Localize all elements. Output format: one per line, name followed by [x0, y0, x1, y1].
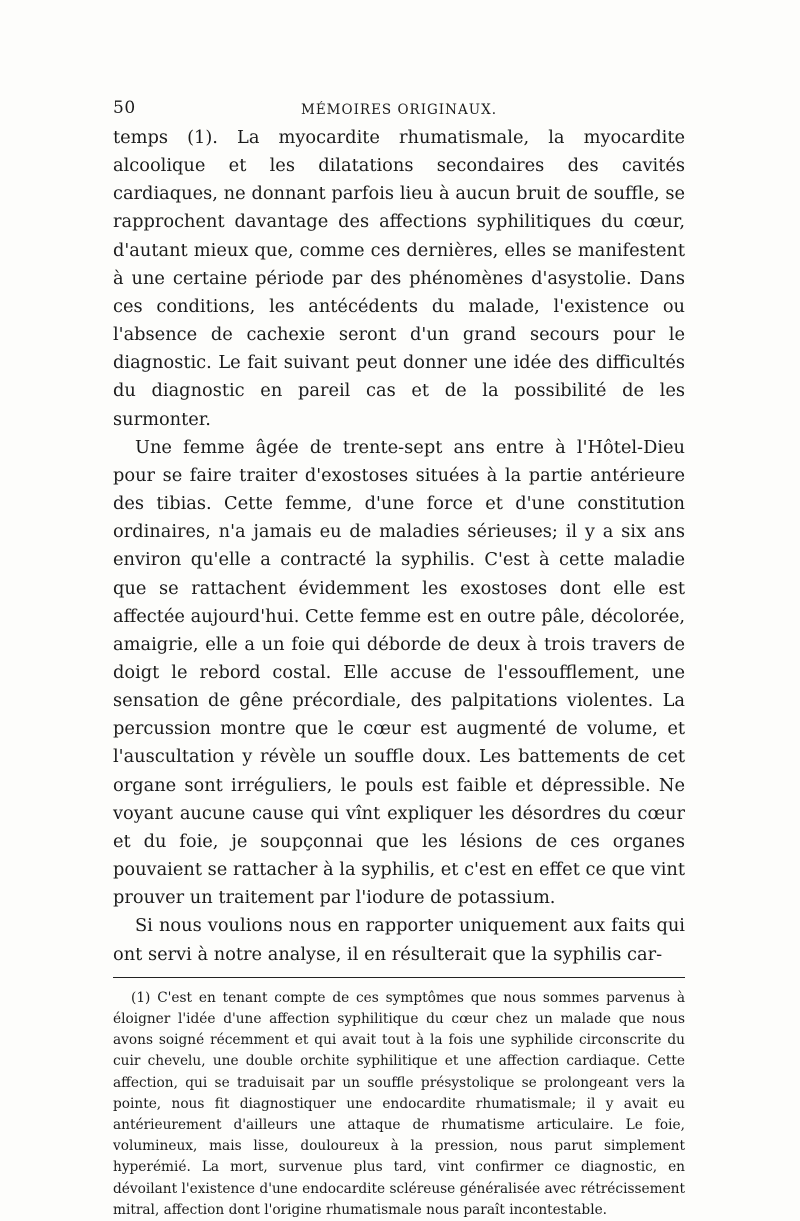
footnote-rule	[113, 977, 685, 978]
running-title: MÉMOIRES ORIGINAUX.	[301, 102, 497, 118]
body-text	[113, 124, 685, 969]
paragraph-3: Si nous voulions nous en rapporter uniquement aux faits qui ont servi à notre analyse, il en résulterait que la syphilis car-	[113, 915, 685, 965]
paragraph-2: Une femme âgée de trente-sept ans entre à l'Hôtel-Dieu pour se faire traiter d'exostoses situées à la partie antérieure des tibias. Cette femme, d'une force et d'une constitution ordinaires, n'a jamais eu de maladies sérieuses; il y a six ans environ qu'elle a contracté la syphilis. C'est à cette maladie que se rattachent évidemment les exostoses dont elle est affectée aujourd'hui. Cette femme est en outre pâle, décolorée, amaigrie, elle a un foie qui déborde de deux à trois travers de doigt le rebord costal. Elle accuse de l'essoufflement, une sensation de gêne précordiale, des palpitations violentes. La percussion montre que le cœur est augmenté de volume, et l'auscultation y révèle un souffle doux. Les battements de cet organe sont irréguliers, le pouls est faible et dépressible. Ne voyant aucune cause qui vînt expliquer les désordres du cœur et du foie, je soupçonnai que les lésions de ces organes pouvaient se rattacher à la syphilis, et c'est en effet ce que vint prouver un traitement par l'iodure de potassium.	[113, 436, 685, 909]
book-page	[113, 92, 685, 1221]
page-number: 50	[113, 98, 136, 118]
footnote: (1) C'est en tenant compte de ces symptômes que nous sommes parvenus à éloigner l'idée d'une affection syphilitique du cœur chez un malade que nous avons soigné récemment et qui avait tout à la fois une syphilide circonscrite du cuir chevelu, une double orchite syphilitique et une affection cardiaque. Cette affection, qui se traduisait par un souffle présystolique se prolongeant vers la pointe, nous fit diagnostiquer une endocardite rhumatismale; il y avait eu antérieurement d'ailleurs une attaque de rhumatisme articulaire. Le foie, volumineux, mais lisse, douloureux à la pression, nous parut simplement hyperémié. La mort, survenue plus tard, vint confirmer ce diagnostic, en dévoilant l'existence d'une endocardite scléreuse généralisée avec rétrécissement mitral, affection dont l'origine rhumatismale nous paraît incontestable.	[113, 989, 685, 1218]
paragraph-1: temps (1). La myocardite rhumatismale, la myocardite alcoolique et les dilatations secondaires des cavités cardiaques, ne donnant parfois lieu à aucun bruit de souffle, se rapprochent davantage des affections syphilitiques du cœur, d'autant mieux que, comme ces dernières, elles se manifestent à une certaine période par des phénomènes d'asystolie. Dans ces conditions, les antécédents du malade, l'existence ou l'absence de cachexie seront d'un grand secours pour le diagnostic. Le fait suivant peut donner une idée des difficultés du diagnostic en pareil cas et de la possibilité de les surmonter.	[113, 127, 685, 430]
running-head	[113, 92, 685, 122]
